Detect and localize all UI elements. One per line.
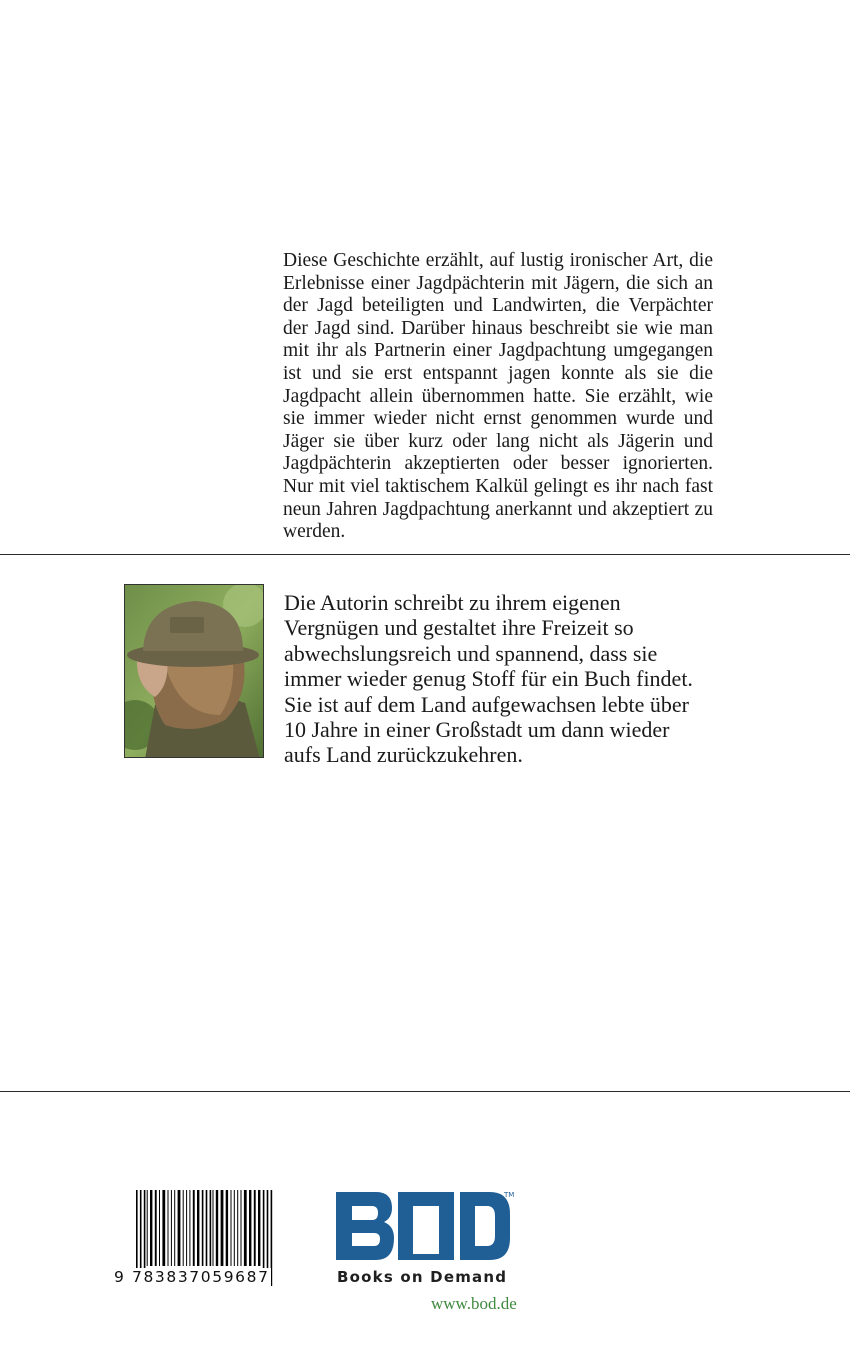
barcode-bar (150, 1190, 152, 1266)
barcode-bar (234, 1190, 235, 1266)
barcode-bar (147, 1190, 148, 1266)
barcode-bar (193, 1190, 195, 1266)
barcode-bar (244, 1190, 247, 1266)
barcode-bar (171, 1190, 172, 1266)
divider-bottom (0, 1091, 850, 1092)
barcode-bar (202, 1190, 204, 1266)
author-bio: Die Autorin schreibt zu ihrem eigenen Vergnügen und gestaltet ihre Freizeit so abwechslungsreich und spannend, dass sie immer wieder genug Stoff für ein Buch findet. Sie ist auf dem Land aufgewachsen lebte über 10 Jahre in einer Großstadt um dann wieder aufs Land zurückzukehren. (284, 590, 693, 768)
barcode-bar (206, 1190, 208, 1266)
bod-tagline: Books on Demand (337, 1268, 508, 1286)
barcode-bar (231, 1190, 232, 1266)
barcode-bar (189, 1190, 190, 1266)
isbn-number (114, 1265, 300, 1289)
isbn-lead-digit: 9 (114, 1268, 126, 1286)
barcode-bar (178, 1190, 181, 1266)
barcode-bar (210, 1190, 212, 1266)
barcode-bar (254, 1190, 256, 1266)
isbn-digits: 783837059687 (132, 1268, 270, 1286)
barcode-bar (174, 1190, 175, 1266)
barcode-bar (183, 1190, 184, 1266)
barcode-bar (216, 1190, 218, 1266)
barcode-bar (249, 1190, 251, 1266)
barcode-bar (226, 1190, 228, 1266)
barcode-bar (159, 1190, 160, 1266)
barcode-bar (221, 1190, 224, 1266)
trademark-mark: TM (504, 1191, 515, 1199)
author-photo (124, 584, 264, 758)
bod-url[interactable]: www.bod.de (431, 1294, 517, 1313)
barcode-bar (241, 1190, 242, 1266)
barcode-bar (197, 1190, 199, 1266)
barcode-bar (186, 1190, 187, 1266)
barcode-bar (237, 1190, 238, 1266)
barcode-bar (258, 1190, 260, 1266)
barcode-bar (213, 1190, 214, 1266)
back-cover-blurb: Diese Geschichte erzählt, auf lustig ironischer Art, die Erlebnisse einer Jagdpächterin mit Jägern, die sich an der Jagd beteiligten und Landwirten, die Verpächter der Jagd sind. Darüber hinaus beschreibt sie wie man mit ihr als Partnerin einer Jagdpachtung umgegangen ist und sie erst entspannt jagen konnte als sie die Jagdpacht allein übernommen hatte. Sie erzählt, wie sie immer wieder nicht ernst genommen wurde und Jäger sie über kurz oder lang nicht als Jägerin und Jagdpächterin akzeptierten oder besser ignorierten. Nur mit viel taktischem Kalkül gelingt es ihr nach fast neun Jahren Jagdpachtung anerkannt und akzeptiert zu werden. (283, 250, 713, 543)
barcode-bar (162, 1190, 165, 1266)
divider-top (0, 554, 850, 555)
barcode-bar (168, 1190, 169, 1266)
barcode-bar (155, 1190, 157, 1266)
